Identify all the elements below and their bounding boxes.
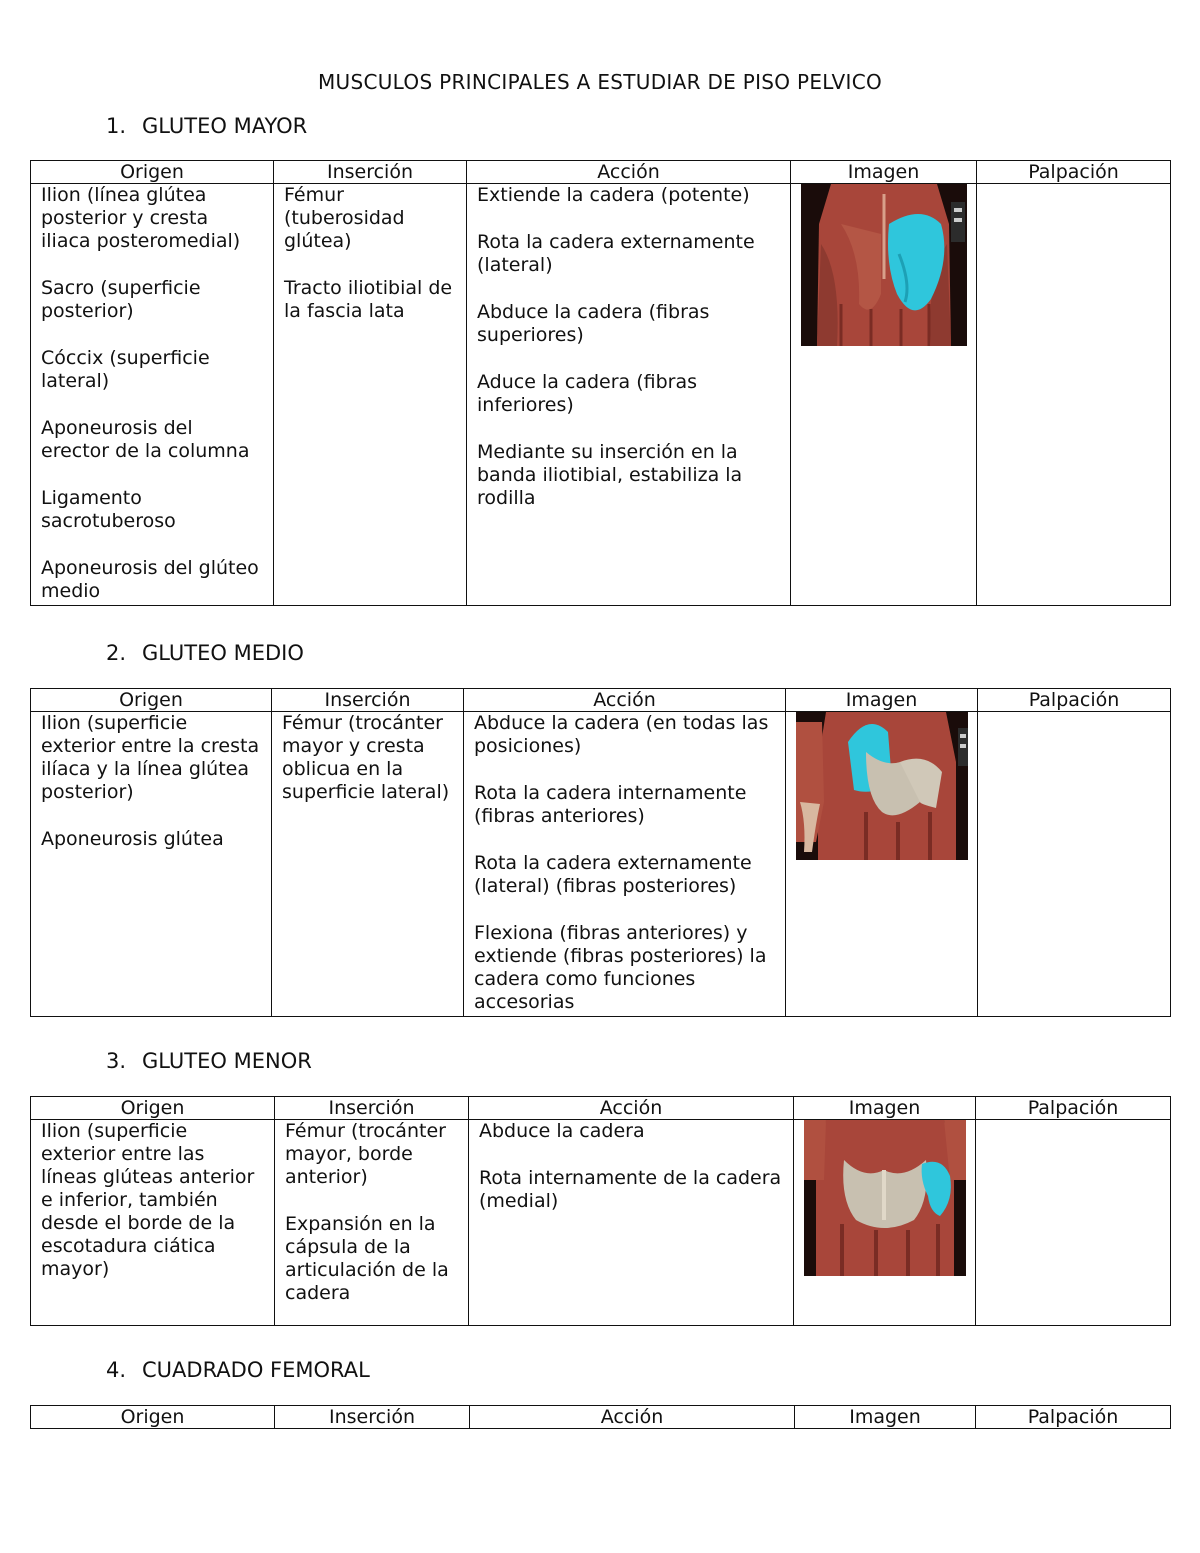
header-palpacion: Palpación [976,1406,1171,1429]
accion-item: Abduce la cadera [479,1120,645,1142]
cell-imagen [791,184,977,606]
accion-item: Aduce la cadera (fibras inferiores) [477,371,698,416]
header-palpacion: Palpación [977,161,1171,184]
insercion-item: Fémur (trocánter mayor, borde anterior) [285,1120,446,1188]
section-name: GLUTEO MEDIO [142,641,304,665]
section-heading-cuadrado-femoral [106,1358,370,1382]
header-insercion: Inserción [275,1406,470,1429]
origen-item: Ligamento sacrotuberoso [41,487,176,532]
table-cuadrado-femoral [30,1405,1171,1429]
origen-item: Aponeurosis glútea [41,828,224,850]
header-origen: Origen [31,1406,275,1429]
header-accion: Acción [469,1097,794,1120]
header-palpacion: Palpación [976,1097,1171,1120]
cell-palpacion [978,712,1171,1017]
table-gluteo-menor [30,1096,1171,1326]
header-origen: Origen [31,689,272,712]
accion-item: Rota la cadera externamente (lateral) (fibras posteriores) [474,852,752,897]
cell-imagen [794,1120,976,1326]
insercion-item: Expansión en la cápsula de la articulación de la cadera [285,1213,449,1304]
table-row [31,184,1171,606]
gluteus-maximus-anatomy-image [801,184,967,346]
header-accion: Acción [467,161,791,184]
accion-item: Rota la cadera internamente (fibras anteriores) [474,782,747,827]
section-heading-gluteo-medio [106,641,304,665]
header-origen: Origen [31,1097,275,1120]
cell-accion [469,1120,794,1326]
cell-imagen [786,712,978,1017]
header-palpacion: Palpación [978,689,1171,712]
table-header-row [31,161,1171,184]
table-row [31,1120,1171,1326]
header-imagen: Imagen [794,1097,976,1120]
origen-item: Aponeurosis del glúteo medio [41,557,259,602]
insercion-item: Tracto iliotibial de la fascia lata [284,277,453,322]
origen-item: Ilion (superficie exterior entre la cresta ilíaca y la línea glútea posterior) [41,712,260,803]
header-insercion: Inserción [272,689,464,712]
origen-item: Ilion (línea glútea posterior y cresta iliaca posteromedial) [41,184,241,252]
accion-item: Mediante su inserción en la banda iliotibial, estabiliza la rodilla [477,441,743,509]
header-insercion: Inserción [274,161,467,184]
section-number: 3. [106,1049,127,1073]
accion-item: Extiende la cadera (potente) [477,184,750,206]
cell-origen [31,184,274,606]
cell-palpacion [976,1120,1171,1326]
table-header-row [31,689,1171,712]
header-imagen: Imagen [786,689,978,712]
cell-accion [467,184,791,606]
cell-origen [31,1120,275,1326]
section-number: 1. [106,114,127,138]
accion-item: Flexiona (fibras anteriores) y extiende (fibras posteriores) la cadera como funciones accesorias [474,922,767,1013]
table-header-row [31,1406,1171,1429]
gluteus-minimus-anatomy-image [804,1120,966,1276]
gluteus-medius-anatomy-image [796,712,968,860]
cell-accion [464,712,786,1017]
accion-item: Abduce la cadera (fibras superiores) [477,301,710,346]
insercion-item: Fémur (trocánter mayor y cresta oblicua en la superficie lateral) [282,712,450,803]
accion-item: Rota la cadera externamente (lateral) [477,231,755,276]
origen-item: Cóccix (superficie lateral) [41,347,210,392]
section-name: GLUTEO MAYOR [142,114,308,138]
header-origen: Origen [31,161,274,184]
section-name: CUADRADO FEMORAL [142,1358,370,1382]
header-imagen: Imagen [795,1406,976,1429]
section-number: 4. [106,1358,127,1382]
section-number: 2. [106,641,127,665]
header-accion: Acción [464,689,786,712]
table-header-row [31,1097,1171,1120]
header-insercion: Inserción [275,1097,469,1120]
table-gluteo-medio [30,688,1171,1017]
section-heading-gluteo-menor [106,1049,312,1073]
table-gluteo-mayor [30,160,1171,606]
section-heading-gluteo-mayor [106,114,307,138]
table-row [31,712,1171,1017]
header-accion: Acción [470,1406,795,1429]
header-imagen: Imagen [791,161,977,184]
section-name: GLUTEO MENOR [142,1049,312,1073]
cell-insercion [272,712,464,1017]
accion-item: Abduce la cadera (en todas las posiciones) [474,712,769,757]
cell-insercion [275,1120,469,1326]
insercion-item: Fémur (tuberosidad glútea) [284,184,405,252]
cell-insercion [274,184,467,606]
origen-item: Sacro (superficie posterior) [41,277,201,322]
document-title: MUSCULOS PRINCIPALES A ESTUDIAR DE PISO PELVICO [317,70,883,94]
cell-origen [31,712,272,1017]
accion-item: Rota internamente de la cadera (medial) [479,1167,782,1212]
origen-item: Aponeurosis del erector de la columna [41,417,250,462]
cell-palpacion [977,184,1171,606]
origen-item: Ilion (superficie exterior entre las líneas glúteas anterior e inferior, también desde el borde de la escotadura ciática mayor) [41,1120,255,1280]
